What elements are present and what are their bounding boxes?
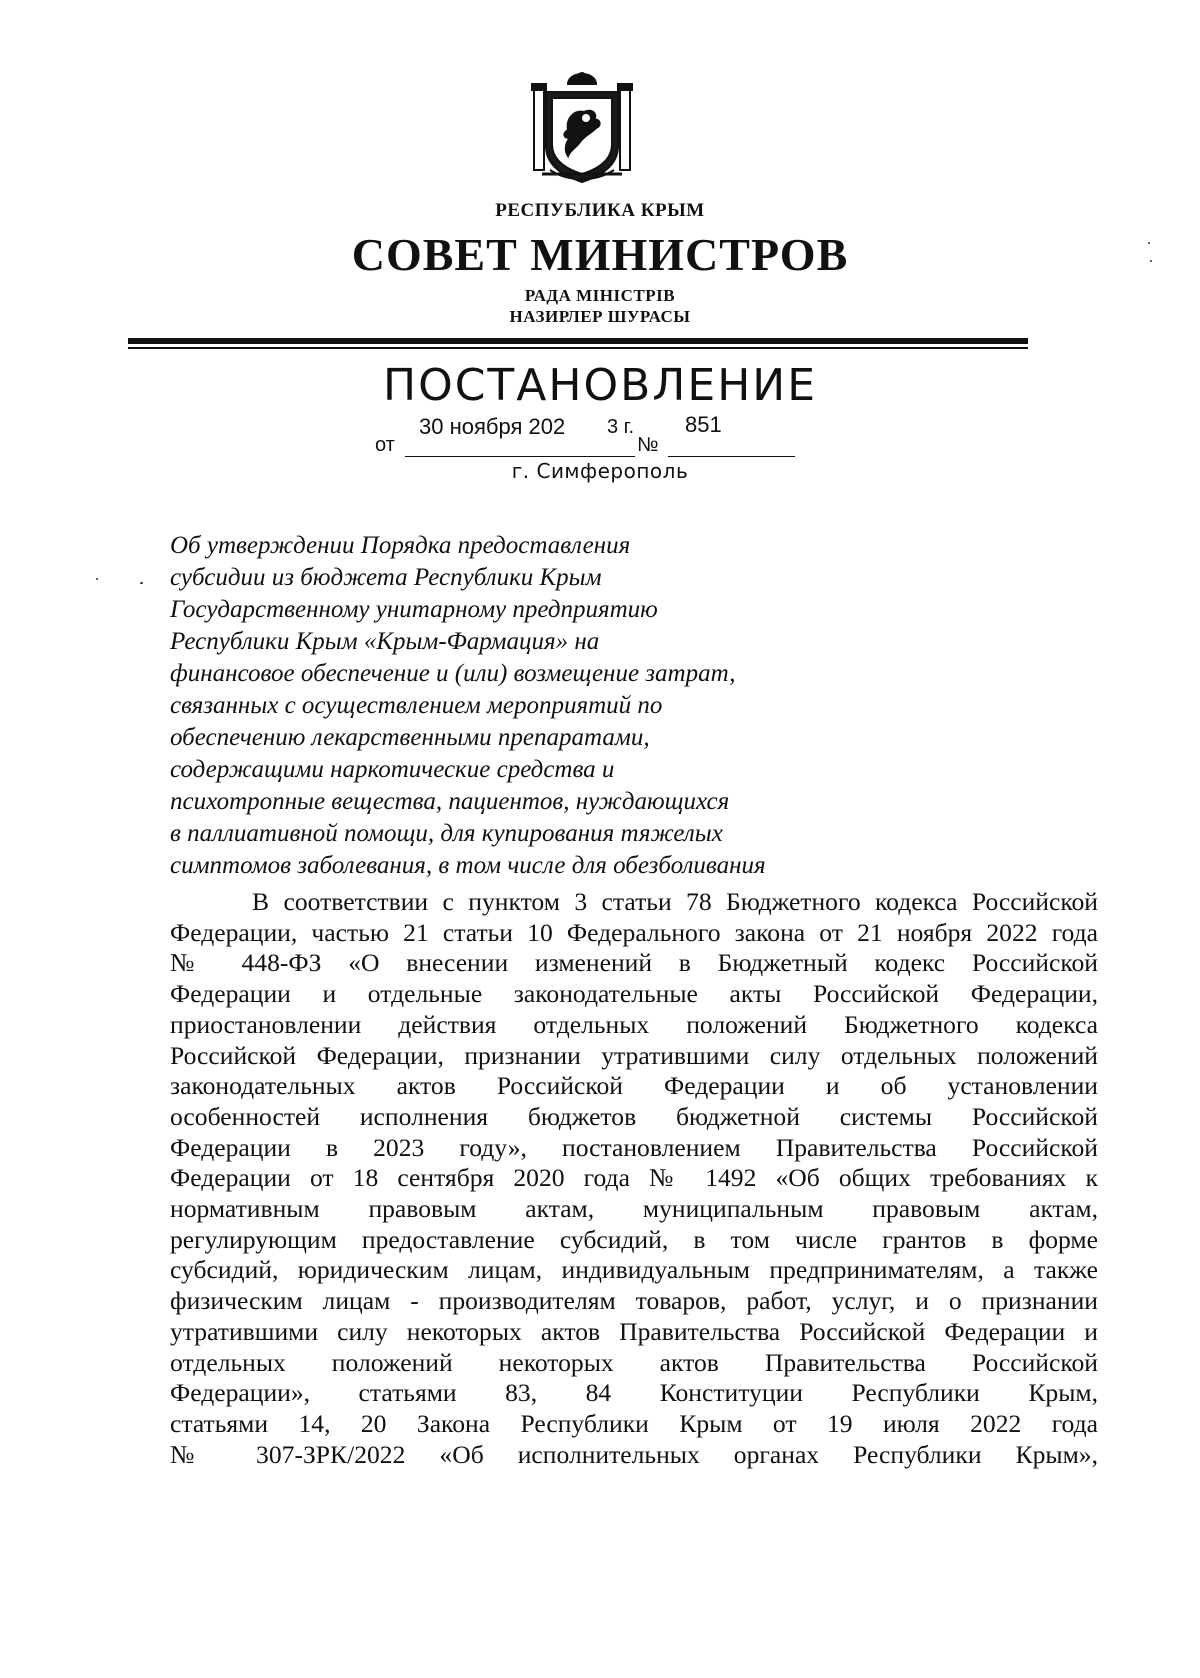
subject-line: Государственному унитарному предприятию [170, 596, 658, 623]
subject-line: психотропные вещества, пациентов, нуждающихся [170, 788, 730, 815]
subject-line: связанных с осуществлением мероприятий по [170, 692, 663, 719]
date-underline [405, 456, 635, 457]
republic-name: РЕСПУБЛИКА КРЫМ [495, 200, 705, 221]
subject-line: в паллиативной помощи, для купирования тяжелых [170, 820, 723, 847]
council-name-crimean-tatar: НАЗИРЛЕР ШУРАСЫ [509, 307, 691, 326]
header-divider-thin [128, 347, 1028, 349]
crimea-coat-of-arms-icon [528, 70, 636, 186]
body-line: приостановлении действия отдельных положений Бюджетного кодекса [170, 1009, 1098, 1039]
subject-line: содержащими наркотические средства и [170, 756, 615, 783]
scan-speck [1150, 260, 1152, 262]
subject-line: Республики Крым «Крым-Фармация» на [170, 628, 600, 655]
council-name: СОВЕТ МИНИСТРОВ [351, 229, 849, 280]
decree-number: 851 [685, 412, 722, 437]
decree-year-suffix: 3 г. [607, 416, 635, 438]
body-line: особенностей исполнения бюджетов бюджетной системы Российской [170, 1101, 1098, 1131]
body-line: законодательных актов Российской Федерации и об установлении [170, 1071, 1098, 1101]
body-line: субсидий, юридическим лицам, индивидуальным предпринимателям, а также [170, 1255, 1098, 1285]
scan-speck [140, 582, 143, 584]
scan-speck [96, 578, 98, 580]
subject-line: финансовое обеспечение и (или) возмещение затрат, [170, 660, 736, 687]
decree-title: ПОСТАНОВЛЕНИЕ [382, 360, 817, 411]
body-line: № 307-ЗРК/2022 «Об исполнительных органах Республики Крым», [170, 1439, 1098, 1469]
body-line: нормативным правовым актам, муниципальным правовым актам, [170, 1194, 1098, 1224]
body-line: Федерации», статьями 83, 84 Конституции Республики Крым, [170, 1378, 1098, 1408]
decree-city: г. Симферополь [511, 459, 689, 483]
body-line: утратившими силу некоторых актов Правительства Российской Федерации и [170, 1316, 1098, 1346]
body-line: № 448-ФЗ «О внесении изменений в Бюджетный кодекс Российской [170, 948, 1098, 978]
subject-line: обеспечению лекарственными препаратами, [170, 724, 650, 751]
decree-subject [170, 530, 890, 882]
decree-date: 30 ноября 202 [419, 414, 566, 439]
subject-line: Об утверждении Порядка предоставления [170, 532, 631, 559]
body-line: В соответствии с пунктом 3 статьи 78 Бюджетного кодекса Российской [252, 887, 1098, 916]
subject-line: симптомов заболевания, в том числе для обезболивания [170, 852, 766, 879]
decree-body [170, 887, 1098, 1470]
number-label: № [637, 434, 659, 456]
body-line: отдельных положений некоторых актов Правительства Российской [170, 1347, 1098, 1377]
council-name-ukrainian: РАДА МІНІСТРІВ [524, 286, 676, 305]
body-line: Федерации в 2023 году», постановлением Правительства Российской [170, 1132, 1098, 1162]
scan-speck [1148, 242, 1150, 244]
decree-date-number-line [375, 412, 795, 456]
body-line: Федерации от 18 сентября 2020 года № 1492 «Об общих требованиях к [170, 1163, 1098, 1193]
number-underline [668, 456, 795, 457]
body-line: физическим лицам - производителям товаров, работ, услуг, и о признании [170, 1286, 1098, 1316]
from-label: от [375, 434, 395, 456]
body-line: статьями 14, 20 Закона Республики Крым от 19 июля 2022 года [170, 1408, 1098, 1438]
body-line: Федерации и отдельные законодательные акты Российской Федерации, [170, 979, 1098, 1009]
header-divider-thick [128, 338, 1028, 344]
body-line: Российской Федерации, признании утратившими силу отдельных положений [170, 1040, 1098, 1070]
body-line: Федерации, частью 21 статьи 10 Федерального закона от 21 ноября 2022 года [170, 917, 1098, 947]
subject-line: субсидии из бюджета Республики Крым [170, 564, 602, 591]
body-line: регулирующим предоставление субсидий, в том числе грантов в форме [170, 1224, 1098, 1254]
